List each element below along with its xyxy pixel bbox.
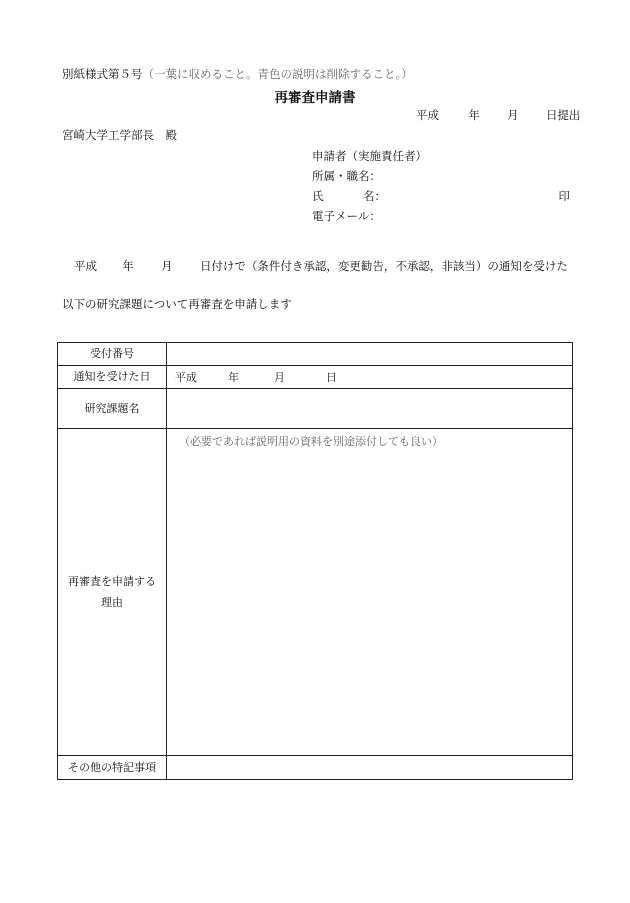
receipt-label: 受付番号	[58, 343, 167, 366]
affiliation-label: 所属・職名：	[312, 169, 381, 183]
name-field[interactable]	[312, 188, 570, 204]
title-label: 研究課題名	[58, 389, 167, 429]
body-era: 平成	[74, 259, 97, 273]
notice-label: 通知を受けた日	[58, 366, 167, 389]
title-input[interactable]	[167, 389, 573, 429]
table-row-title	[58, 389, 573, 429]
date-year: 年	[468, 108, 480, 122]
application-table	[57, 342, 573, 780]
page-title: 再審査申請書	[274, 90, 356, 106]
form-note: （一葉に収めること。青色の説明は削除すること。）	[142, 67, 413, 81]
email-label: 電子メール：	[312, 209, 381, 223]
reason-label-2: 理由	[101, 596, 123, 609]
addressee: 宮崎大学工学部長 殿	[62, 128, 177, 142]
body-rest: 日付けで（条件付き承認，変更勧告，不承認，非該当）の通知を受けた	[199, 259, 568, 273]
reason-label-1: 再審査を申請する	[68, 575, 156, 588]
seal-mark: 印	[558, 189, 570, 203]
submission-date	[416, 107, 580, 123]
notice-day: 日	[326, 371, 337, 384]
affiliation-field[interactable]	[312, 168, 570, 184]
date-month: 月	[507, 108, 519, 122]
table-row-receipt	[58, 343, 573, 366]
email-field[interactable]	[312, 208, 570, 224]
name-label-1: 氏	[312, 189, 324, 203]
date-day-submit: 日提出	[545, 108, 581, 122]
body-line-2: 以下の研究課題について再審査を申請します	[62, 297, 292, 311]
table-row-other	[58, 756, 573, 780]
date-era: 平成	[416, 108, 439, 122]
body-month: 月	[161, 259, 173, 273]
reason-label	[58, 429, 167, 756]
body-year: 年	[122, 259, 134, 273]
table-row-notice	[58, 366, 573, 389]
form-number: 別紙様式第５号	[62, 67, 143, 81]
other-input[interactable]	[167, 756, 573, 780]
form-number-line	[62, 66, 413, 82]
notice-year: 年	[228, 371, 239, 384]
receipt-input[interactable]	[167, 343, 573, 366]
applicant-heading: 申請者（実施責任者）	[312, 149, 427, 163]
notice-month: 月	[274, 371, 285, 384]
body-line-1	[74, 258, 568, 274]
name-label-2: 名：	[363, 189, 386, 203]
table-row-reason	[58, 429, 573, 756]
reason-hint: （必要であれば説明用の資料を別途添付しても良い）	[179, 435, 443, 448]
other-label: その他の特記事項	[58, 756, 167, 780]
reason-input[interactable]	[167, 429, 573, 756]
notice-era: 平成	[175, 371, 197, 384]
notice-date-input[interactable]	[167, 366, 573, 389]
name-label	[312, 188, 386, 204]
